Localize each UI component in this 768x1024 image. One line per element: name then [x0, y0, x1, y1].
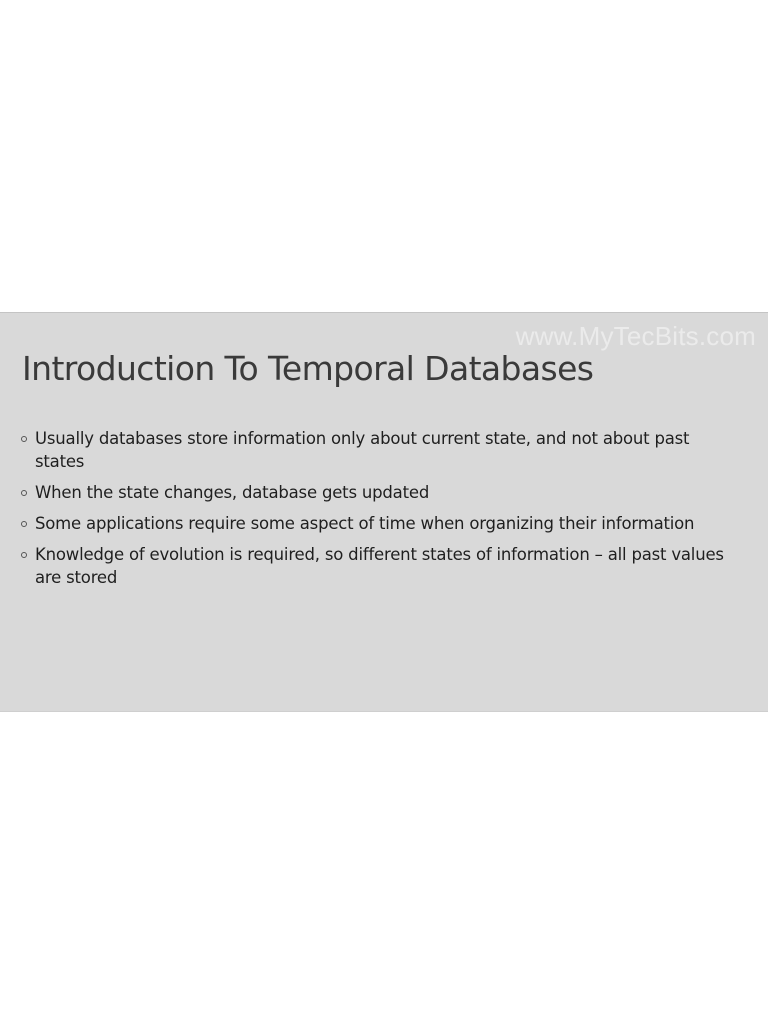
bullet-text: Some applications require some aspect of time when organizing their information	[35, 514, 695, 533]
hollow-circle-icon	[21, 552, 27, 558]
bullet-item	[20, 543, 740, 589]
bullet-item	[20, 512, 740, 535]
hollow-circle-icon	[21, 490, 27, 496]
slide-title: Introduction To Temporal Databases	[22, 349, 594, 388]
bullet-text: Knowledge of evolution is required, so different states of information – all past values are stored	[35, 545, 724, 587]
bullet-item	[20, 427, 740, 473]
bullet-text: Usually databases store information only about current state, and not about past states	[35, 429, 690, 471]
hollow-circle-icon	[21, 521, 27, 527]
bullet-list	[20, 427, 740, 597]
watermark: www.MyTecBits.com	[515, 321, 756, 351]
slide	[0, 312, 768, 712]
bullet-item	[20, 481, 740, 504]
hollow-circle-icon	[21, 436, 27, 442]
bullet-text: When the state changes, database gets updated	[35, 483, 430, 502]
